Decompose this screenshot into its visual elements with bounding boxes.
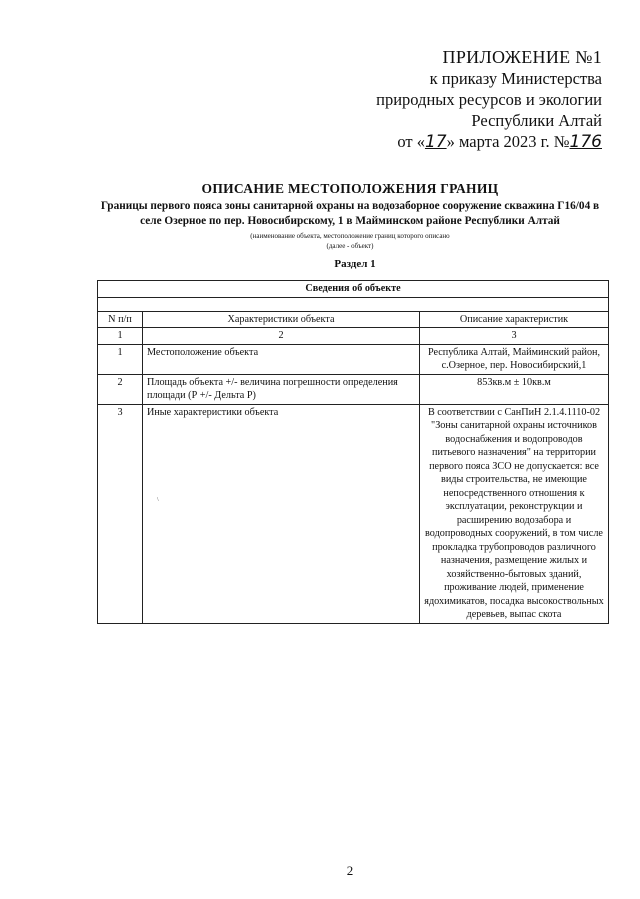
row-number: 1 xyxy=(98,344,143,374)
document-subtitle: Границы первого пояса зоны санитарной охраны на водозаборное сооружение скважина Г16/04 в селе Озерное по пер. Новосибирскому, 1 в Майминском районе Республики Алтай xyxy=(100,200,600,227)
row-characteristic: Местоположение объекта xyxy=(143,344,420,374)
table-caption-row xyxy=(98,281,609,298)
appendix-header xyxy=(376,47,602,153)
row-description: Республика Алтай, Майминский район, с.Озерное, пер. Новосибирский,1 xyxy=(420,344,609,374)
numbering-cell: 3 xyxy=(420,328,609,345)
section-heading: Раздел 1 xyxy=(334,258,376,270)
table-numbering-row xyxy=(98,328,609,345)
scan-speck: \ xyxy=(157,497,159,503)
title-block xyxy=(90,181,610,251)
numbering-cell: 2 xyxy=(143,328,420,345)
header-description: Описание характеристик xyxy=(420,311,609,328)
table-spacer xyxy=(98,297,609,311)
table-caption: Сведения об объекте xyxy=(98,281,609,298)
object-note xyxy=(90,231,610,251)
appendix-title: ПРИЛОЖЕНИЕ №1 xyxy=(442,47,602,67)
table-row xyxy=(98,374,609,404)
appendix-line: Республики Алтай xyxy=(471,111,602,130)
object-info-table xyxy=(97,280,609,624)
row-description: 853кв.м ± 10кв.м xyxy=(420,374,609,404)
row-characteristic: Иные характеристики объекта xyxy=(143,404,420,623)
table-header-row xyxy=(98,311,609,328)
order-number-handwritten: 176 xyxy=(569,132,602,152)
date-middle: » марта 2023 г. № xyxy=(446,132,570,151)
object-note-line: (наименование объекта, местоположение границ которого описано xyxy=(250,232,450,240)
row-number: 2 xyxy=(98,374,143,404)
table-row xyxy=(98,344,609,374)
row-characteristic: Площадь объекта +/- величина погрешности определения площади (Р +/- Дельта Р) xyxy=(143,374,420,404)
table-row xyxy=(98,404,609,623)
date-prefix: от « xyxy=(397,132,425,151)
appendix-line: природных ресурсов и экологии xyxy=(376,90,602,109)
object-note-line: (далее - объект) xyxy=(326,242,374,250)
date-day-handwritten: 17 xyxy=(424,132,447,152)
header-number: N п/п xyxy=(98,311,143,328)
row-number: 3 xyxy=(98,404,143,623)
numbering-cell: 1 xyxy=(98,328,143,345)
document-title: ОПИСАНИЕ МЕСТОПОЛОЖЕНИЯ ГРАНИЦ xyxy=(201,181,499,196)
page-number: 2 xyxy=(346,863,354,878)
row-description: В соответствии с СанПиН 2.1.4.1110-02 "Зоны санитарной охраны источников водоснабжения и водопроводов питьевого назначения" на территории первого пояса ЗСО не допускается: все виды строительства, не имеющие непосредственного отношения к эксплуатации, реконструкции и расширению водозабора и водопроводных сооружений, в том числе прокладка трубопроводов различного назначения, размещение жилых и хозяйственно-бытовых зданий, проживание людей, применение ядохимикатов, посадка высокоствольных деревьев, выпас скота xyxy=(420,404,609,623)
table-spacer-row xyxy=(98,297,609,311)
appendix-date xyxy=(376,131,602,153)
header-characteristic: Характеристики объекта xyxy=(143,311,420,328)
appendix-line: к приказу Министерства xyxy=(429,69,602,88)
